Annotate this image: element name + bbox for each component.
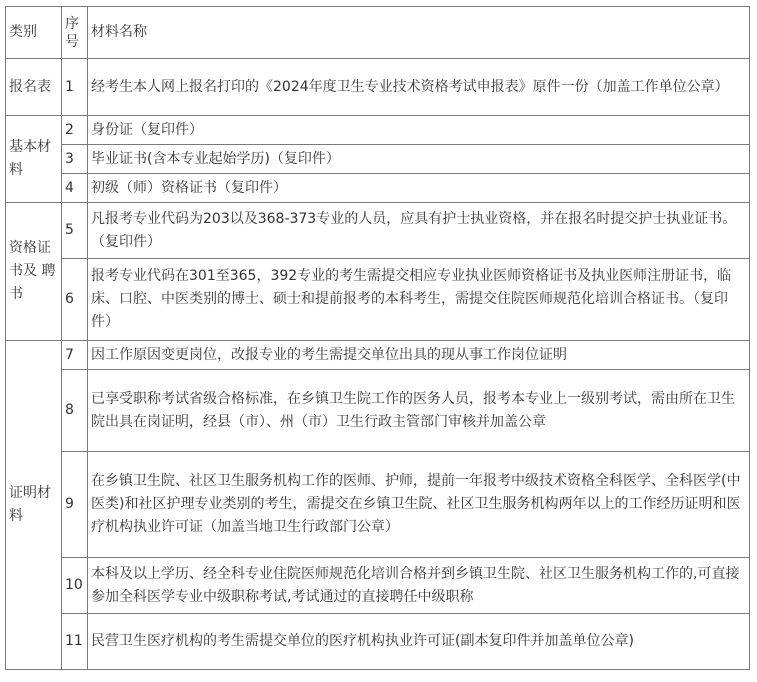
category-cell: 证明材料 <box>6 341 62 670</box>
table-row <box>6 203 750 259</box>
table-row <box>6 145 750 174</box>
row-number: 11 <box>62 614 88 670</box>
materials-table <box>5 6 750 670</box>
row-number: 9 <box>62 452 88 558</box>
row-number: 10 <box>62 558 88 614</box>
header-number: 序号 <box>62 7 88 59</box>
table-row <box>6 370 750 452</box>
header-material: 材料名称 <box>88 7 750 59</box>
table-row <box>6 341 750 370</box>
materials-table-body <box>6 7 750 670</box>
material-text: 毕业证书(含本专业起始学历)（复印件） <box>88 145 750 174</box>
table-row <box>6 174 750 203</box>
material-text: 已享受职称考试省级合格标准，在乡镇卫生院工作的医务人员，报考本专业上一级别考试，需由所在卫生院出具在岗证明，经县（市）、州（市）卫生行政主管部门审核并加盖公章 <box>88 370 750 452</box>
table-row <box>6 558 750 614</box>
row-number: 4 <box>62 174 88 203</box>
table-row <box>6 259 750 341</box>
table-row <box>6 452 750 558</box>
row-number: 1 <box>62 59 88 116</box>
material-text: 身份证（复印件） <box>88 116 750 145</box>
material-text: 报考专业代码在301至365，392专业的考生需提交相应专业执业医师资格证书及执业医师注册证书，临床、口腔、中医类别的博士、硕士和提前报考的本科考生，需提交住院医师规范化培训合格证书。（复印件） <box>88 259 750 341</box>
material-text: 在乡镇卫生院、社区卫生服务机构工作的医师、护师，提前一年报考中级技术资格全科医学、全科医学(中医类)和社区护理专业类别的考生，需提交在乡镇卫生院、社区卫生服务机构两年以上的工作经历证明和医疗机构执业许可证（加盖当地卫生行政部门公章） <box>88 452 750 558</box>
material-text: 经考生本人网上报名打印的《2024年度卫生专业技术资格考试申报表》原件一份（加盖工作单位公章） <box>88 59 750 116</box>
category-cell: 基本材料 <box>6 116 62 203</box>
category-cell: 资格证书及 聘书 <box>6 203 62 341</box>
table-row <box>6 59 750 116</box>
row-number: 7 <box>62 341 88 370</box>
row-number: 5 <box>62 203 88 259</box>
row-number: 3 <box>62 145 88 174</box>
material-text: 民营卫生医疗机构的考生需提交单位的医疗机构执业许可证(副本复印件并加盖单位公章) <box>88 614 750 670</box>
category-cell: 报名表 <box>6 59 62 116</box>
material-text: 本科及以上学历、经全科专业住院医师规范化培训合格并到乡镇卫生院、社区卫生服务机构工作的,可直接参加全科医学专业中级职称考试,考试通过的直接聘任中级职称 <box>88 558 750 614</box>
row-number: 8 <box>62 370 88 452</box>
material-text: 因工作原因变更岗位，改报专业的考生需提交单位出具的现从事工作岗位证明 <box>88 341 750 370</box>
header-category: 类别 <box>6 7 62 59</box>
header-row <box>6 7 750 59</box>
row-number: 6 <box>62 259 88 341</box>
table-row <box>6 614 750 670</box>
row-number: 2 <box>62 116 88 145</box>
material-text: 凡报考专业代码为203以及368-373专业的人员，应具有护士执业资格，并在报名时提交护士执业证书。（复印件） <box>88 203 750 259</box>
table-row <box>6 116 750 145</box>
material-text: 初级（师）资格证书（复印件） <box>88 174 750 203</box>
